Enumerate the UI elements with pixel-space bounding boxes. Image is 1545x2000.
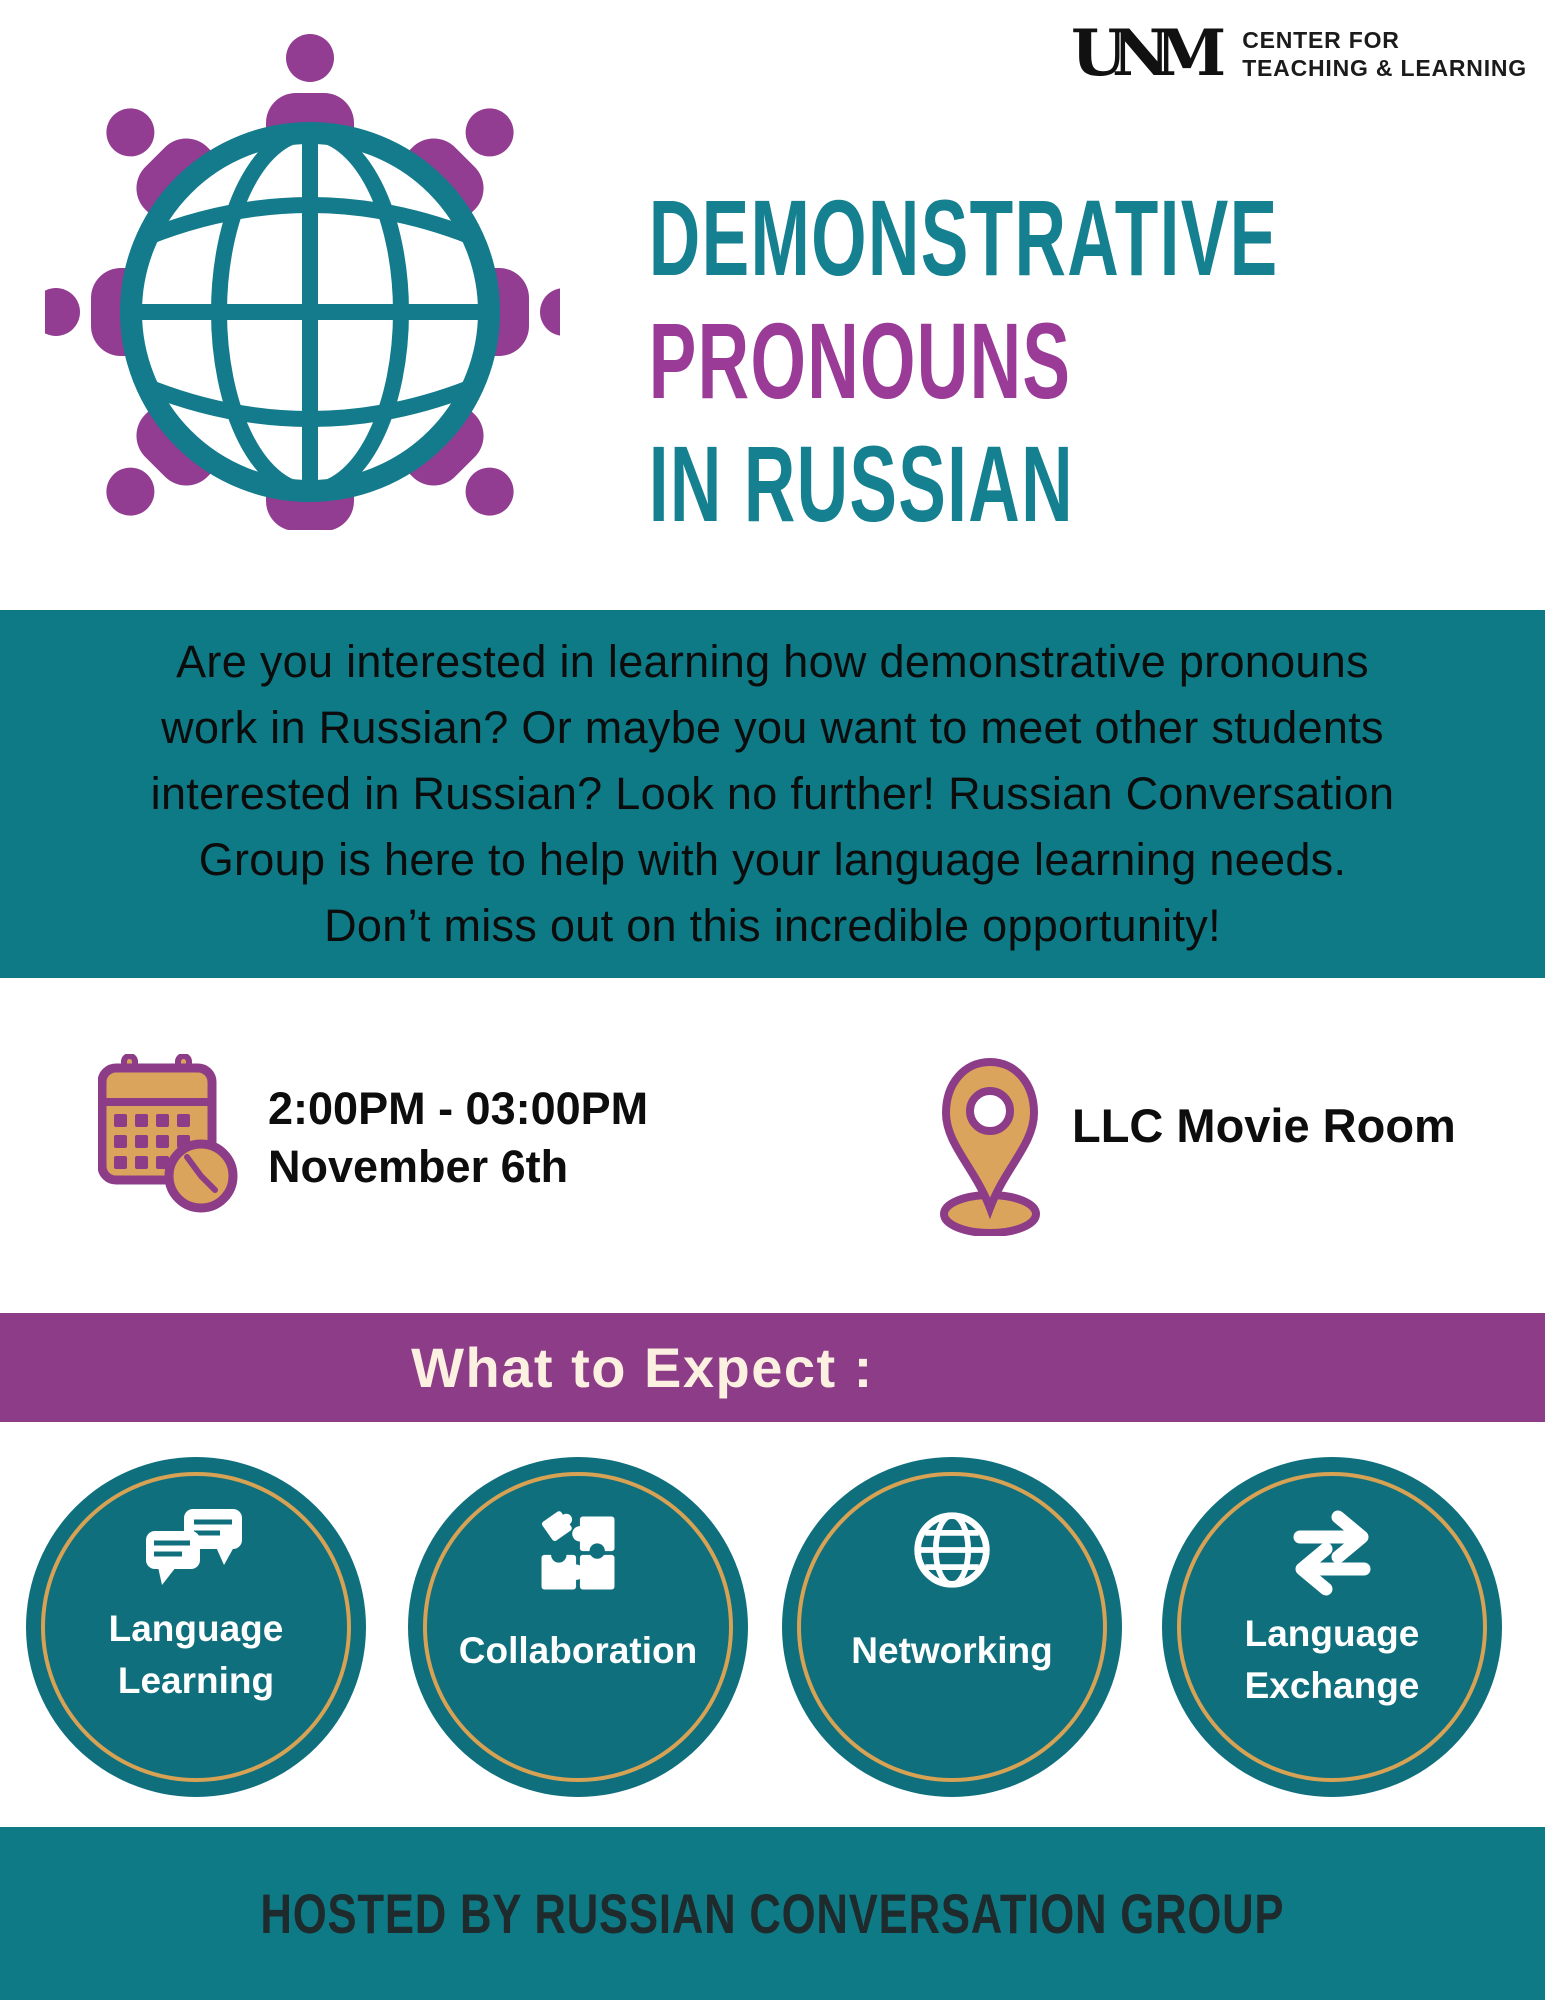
expect-item-label [782,1625,1122,1677]
expect-item-language-learning [26,1457,366,1797]
expect-item-label [1162,1608,1502,1712]
intro-line: work in Russian? Or maybe you want to meet other students [161,702,1384,753]
label-line: Language [1244,1613,1420,1654]
exchange-arrows-icon [1276,1507,1388,1599]
hosted-by-text: HOSTED BY RUSSIAN CONVERSATION GROUP [260,1882,1285,1945]
expect-band [0,1313,1545,1422]
chat-bubbles-icon [144,1505,248,1597]
page-title [540,176,1279,545]
event-location: LLC Movie Room [1072,1099,1456,1152]
label-line: Networking [851,1630,1053,1671]
brand-org-name [1242,26,1527,82]
expect-item-collaboration [408,1457,748,1797]
label-line: Exchange [1244,1665,1420,1706]
intro-paragraph [151,629,1395,959]
event-date: November 6th [268,1141,569,1192]
event-time [268,1080,648,1196]
expect-heading: What to Expect : [411,1336,874,1399]
intro-line: Group is here to help with your language learning needs. [198,834,1347,885]
expect-item-label [408,1625,748,1677]
intro-line: interested in Russian? Look no further! Russian Conversation [150,768,1395,819]
label-line: Language [108,1608,284,1649]
brand-line2: TEACHING & LEARNING [1242,55,1527,81]
unm-logo: UNM [1071,16,1212,91]
event-time-range: 2:00PM - 03:00PM [268,1083,649,1134]
calendar-clock-icon [98,1054,238,1224]
globe-people-icon [45,15,560,530]
brand-line1: CENTER FOR [1242,27,1400,53]
intro-line: Don’t miss out on this incredible opportunity! [324,900,1221,951]
label-line: Collaboration [458,1630,698,1671]
expect-item-networking [782,1457,1122,1797]
globe-icon [911,1509,993,1591]
footer-band [0,1827,1545,2000]
intro-band [0,610,1545,978]
expect-item-label [26,1603,366,1707]
brand-header [1071,16,1527,91]
expect-item-language-exchange [1162,1457,1502,1797]
title-line-1: DEMONSTRATIVE [648,177,1279,298]
intro-line: Are you interested in learning how demonstrative pronouns [176,636,1369,687]
title-line-3: IN RUSSIAN [648,423,1074,544]
label-line: Learning [117,1660,275,1701]
title-line-2: PRONOUNS [648,300,1072,421]
puzzle-icon [530,1505,626,1601]
location-pin-icon [937,1056,1043,1236]
